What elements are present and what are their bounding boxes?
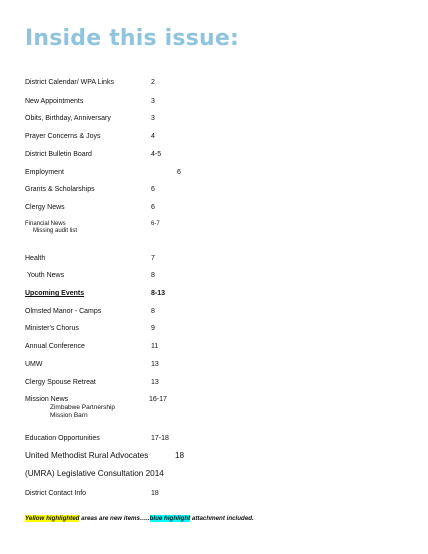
toc-label: Youth News [27,272,65,279]
toc-page: 18 [151,490,159,497]
toc-page: 8-13 [151,290,166,297]
toc-page: 7 [151,255,155,262]
toc-page: 17-18 [151,435,169,442]
toc-label: Grants & Scholarships [25,186,95,193]
toc-page: 6 [151,186,155,193]
toc-page: 11 [151,343,159,350]
toc-page: 13 [151,361,159,368]
toc-page: 6-7 [151,221,160,227]
toc-label: Obits, Birthday, Anniversary [25,115,111,122]
toc-label: Employment [25,169,64,176]
toc-page: 8 [151,308,155,315]
legend-text: areas are new items….. [79,515,150,522]
toc-page: 2 [151,79,155,86]
toc-label: New Appointments [25,98,84,105]
toc-page: 4 [151,133,155,140]
toc-label: United Methodist Rural Advocates [25,451,149,460]
blue-highlight-note: blue highlight [149,515,191,522]
toc-label: Clergy News [25,204,65,211]
toc-label: Education Opportunities [25,435,100,442]
toc-page: 6 [151,204,155,211]
toc-label: UMW [25,361,43,368]
toc-page: 18 [175,451,185,460]
toc-label: Prayer Concerns & Joys [25,133,101,140]
toc-label: Olmsted Manor - Camps [25,308,102,315]
toc-page: 9 [151,325,155,332]
toc-label: Mission News [25,396,69,403]
highlight-legend [25,515,254,522]
toc-subitem: Missing audit list [33,228,78,234]
toc-label: Annual Conference [25,343,85,350]
toc-page: 8 [151,272,155,279]
toc-label: Financial News [25,221,66,227]
toc-page: 6 [177,169,181,176]
yellow-highlight-note: Yellow highlighted [25,515,80,522]
toc-label: Health [25,255,46,262]
toc-label: District Calendar/ WPA Links [25,79,114,86]
toc-label: District Bulletin Board [25,151,92,158]
toc-page: 16-17 [149,396,167,403]
toc-subitem: Mission Barn [50,412,88,419]
page-title: Inside this issue: [25,26,239,51]
toc-label: District Contact Info [25,490,87,497]
toc-page: 3 [151,98,155,105]
toc-page: 13 [151,379,159,386]
legend-text-end: attachment included. [190,515,254,522]
toc-label: Clergy Spouse Retreat [25,379,96,386]
toc-label: (UMRA) Legislative Consultation 2014 [25,469,164,478]
toc-label: Upcoming Events [25,290,85,297]
toc-subitem: Zimbabwe Partnership [50,404,116,411]
toc-label: Minister's Chorus [25,325,79,332]
toc-page: 4-5 [151,151,162,158]
toc-page: 3 [151,115,155,122]
